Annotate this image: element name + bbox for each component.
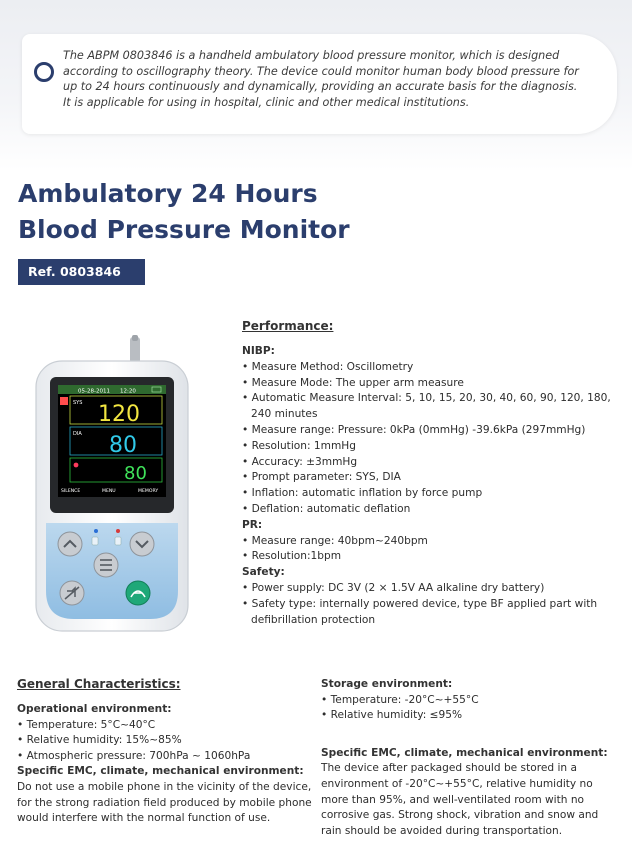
screen-sys-label: SYS <box>73 400 83 406</box>
operational-env-heading: Operational environment: <box>17 703 172 715</box>
screen-dia-label: DIA <box>73 431 82 437</box>
list-item: • Safety type: internally powered device, type BF applied part with defibrillation protection <box>242 597 622 629</box>
screen-pr-value: 80 <box>124 463 147 484</box>
title-line-1: Ambulatory 24 Hours <box>18 179 318 208</box>
performance-section <box>242 318 622 628</box>
performance-heading: Performance: <box>242 319 334 333</box>
softkey-memory: MEMORY <box>138 489 159 494</box>
screen-time: 12:20 <box>120 388 136 395</box>
ref-badge: Ref. 0803846 <box>18 259 145 285</box>
indicator-led-red <box>116 529 120 533</box>
list-item: • Relative humidity: 15%~85% <box>17 733 312 749</box>
down-button[interactable] <box>130 532 154 556</box>
list-item: • Temperature: 5°C~40°C <box>17 718 312 734</box>
general-heading: General Characteristics: <box>17 677 181 691</box>
indicator-led-blue <box>94 529 98 533</box>
title-line-2: Blood Pressure Monitor <box>18 215 350 244</box>
storage-emc-text: The device after packaged should be stored in a environment of -20°C~+55°C, relative humidity no more than 95%, and well-ventilated room with no corrosive gas. Strong shock, vibration and snow and rain should be avoided during transportation. <box>321 762 599 837</box>
storage-section <box>321 677 621 839</box>
list-item: • Measure Mode: The upper arm measure <box>242 376 622 392</box>
list-item: • Atmospheric pressure: 700hPa ~ 1060hPa <box>17 749 312 765</box>
device-screen <box>58 385 166 497</box>
device-illustration <box>20 335 210 635</box>
softkey-silence: SILENCE <box>61 489 81 494</box>
emc-heading: Specific EMC, climate, mechanical environment: <box>17 765 304 778</box>
list-item: • Measure range: 40bpm~240bpm <box>242 534 622 550</box>
circle-bullet-icon <box>34 62 54 82</box>
list-item: • Deflation: automatic deflation <box>242 502 622 518</box>
general-characteristics-section <box>17 676 312 827</box>
screen-date: 05-28-2011 <box>78 388 110 395</box>
nibp-heading: NIBP: <box>242 345 275 357</box>
storage-env-heading: Storage environment: <box>321 678 453 690</box>
screen-sys-value: 120 <box>98 402 140 427</box>
list-item: • Measure range: Pressure: 0kPa (0mmHg) -39.6kPa (297mmHg) <box>242 423 622 439</box>
storage-emc-heading: Specific EMC, climate, mechanical environment: <box>321 746 608 759</box>
heart-icon <box>74 463 79 468</box>
page-title <box>18 176 438 248</box>
list-item: • Resolution:1bpm <box>242 549 622 565</box>
list-item: • Power supply: DC 3V (2 × 1.5V AA alkaline dry battery) <box>242 581 622 597</box>
list-item: • Accuracy: ±3mmHg <box>242 455 622 471</box>
intro-text: The ABPM 0803846 is a handheld ambulatory blood pressure monitor, which is designed according to oscillography theory. The device could monitor human body blood pressure for up to 24 hours continuously and dynamically, providing an accurate basis for the diagnosis. It is applicable for using in hospital, clinic and other medical institutions. <box>63 49 579 109</box>
list-item: • Inflation: automatic inflation by force pump <box>242 486 622 502</box>
list-item: • Temperature: -20°C~+55°C <box>321 693 621 709</box>
list-item: • Automatic Measure Interval: 5, 10, 15, 20, 30, 40, 60, 90, 120, 180, 240 minutes <box>242 391 622 423</box>
up-button[interactable] <box>58 532 82 556</box>
softkey-menu: MENU <box>102 489 116 494</box>
safety-heading: Safety: <box>242 566 285 579</box>
pr-heading: PR: <box>242 518 263 531</box>
list-item: • Relative humidity: ≤95% <box>321 708 621 724</box>
list-item: • Prompt parameter: SYS, DIA <box>242 470 622 486</box>
emc-text: Do not use a mobile phone in the vicinity of the device, for the strong radiation field produced by mobile phone would interfere with the normal function of use. <box>17 780 312 825</box>
screen-dia-value: 80 <box>109 433 137 458</box>
list-item: • Measure Method: Oscillometry <box>242 360 622 376</box>
list-item: • Resolution: 1mmHg <box>242 439 622 455</box>
